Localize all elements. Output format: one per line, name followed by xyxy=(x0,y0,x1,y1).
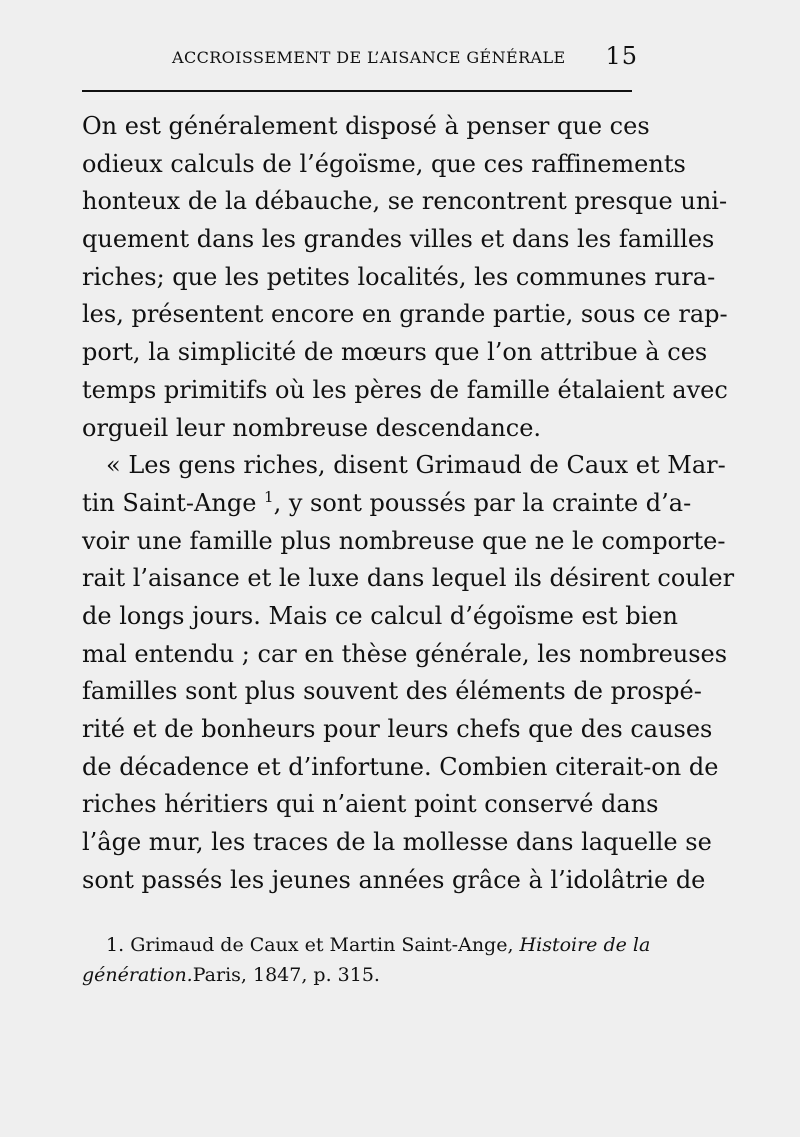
text-segment: , y sont poussés par la crainte d’a- xyxy=(273,488,692,517)
footnote-marker: 1. xyxy=(106,934,125,956)
text-line: familles sont plus souvent des éléments de prospé- xyxy=(82,677,702,706)
text-line: sont passés les jeunes années grâce à l’idolâtrie de xyxy=(82,865,706,894)
text-segment: tin Saint-Ange xyxy=(82,488,257,517)
text-line: les, présentent encore en grande partie, sous ce rap- xyxy=(82,300,728,329)
text-line: de longs jours. Mais ce calcul d’égoïsme est bien xyxy=(82,601,678,630)
text-line: riches héritiers qui n’aient point conservé dans xyxy=(82,790,659,819)
text-line: temps primitifs où les pères de famille étalaient avec xyxy=(82,375,728,404)
page-number: 15 xyxy=(605,42,638,70)
header-rule xyxy=(82,90,632,92)
text-line: rité et de bonheurs pour leurs chefs que des causes xyxy=(82,715,713,743)
text-line: quement dans les grandes villes et dans les familles xyxy=(82,225,715,254)
text-line: « Les gens riches, disent Grimaud de Caux et Mar- xyxy=(106,451,726,480)
footnote-authors: Grimaud de Caux et Martin Saint-Ange, xyxy=(130,934,514,956)
running-title: ACCROISSEMENT DE L’AISANCE GÉNÉRALE xyxy=(172,48,566,67)
footnote-line xyxy=(82,930,651,960)
text-line: odieux calculs de l’égoïsme, que ces raffinements xyxy=(82,149,686,178)
text-line: riches; que les petites localités, les communes rura- xyxy=(82,262,716,291)
text-line: de décadence et d’infortune. Combien citerait-on de xyxy=(82,752,719,781)
footnote-title: génération. xyxy=(82,964,193,986)
footnote-publication: Paris, 1847, p. 315. xyxy=(192,964,380,986)
footnote-title: Histoire de la xyxy=(519,934,651,956)
text-line: orgueil leur nombreuse descendance. xyxy=(82,413,542,442)
text-line: port, la simplicité de mœurs que l’on attribue à ces xyxy=(82,338,708,367)
text-line: rait l’aisance et le luxe dans lequel ils désirent couler xyxy=(82,564,735,593)
footnote-line xyxy=(82,960,642,990)
text-line-with-note xyxy=(82,485,692,523)
footnote xyxy=(82,930,651,990)
running-head xyxy=(82,42,642,76)
text-line: l’âge mur, les traces de la mollesse dans laquelle se xyxy=(82,828,712,857)
text-line: voir une famille plus nombreuse que ne le comporte- xyxy=(82,526,726,555)
text-line: On est généralement disposé à penser que ces xyxy=(82,112,650,140)
text-line: honteux de la débauche, se rencontrent presque uni- xyxy=(82,187,728,216)
text-line: mal entendu ; car en thèse générale, les nombreuses xyxy=(82,639,728,668)
body-text xyxy=(82,108,735,899)
footnote-reference[interactable]: 1 xyxy=(264,487,274,506)
